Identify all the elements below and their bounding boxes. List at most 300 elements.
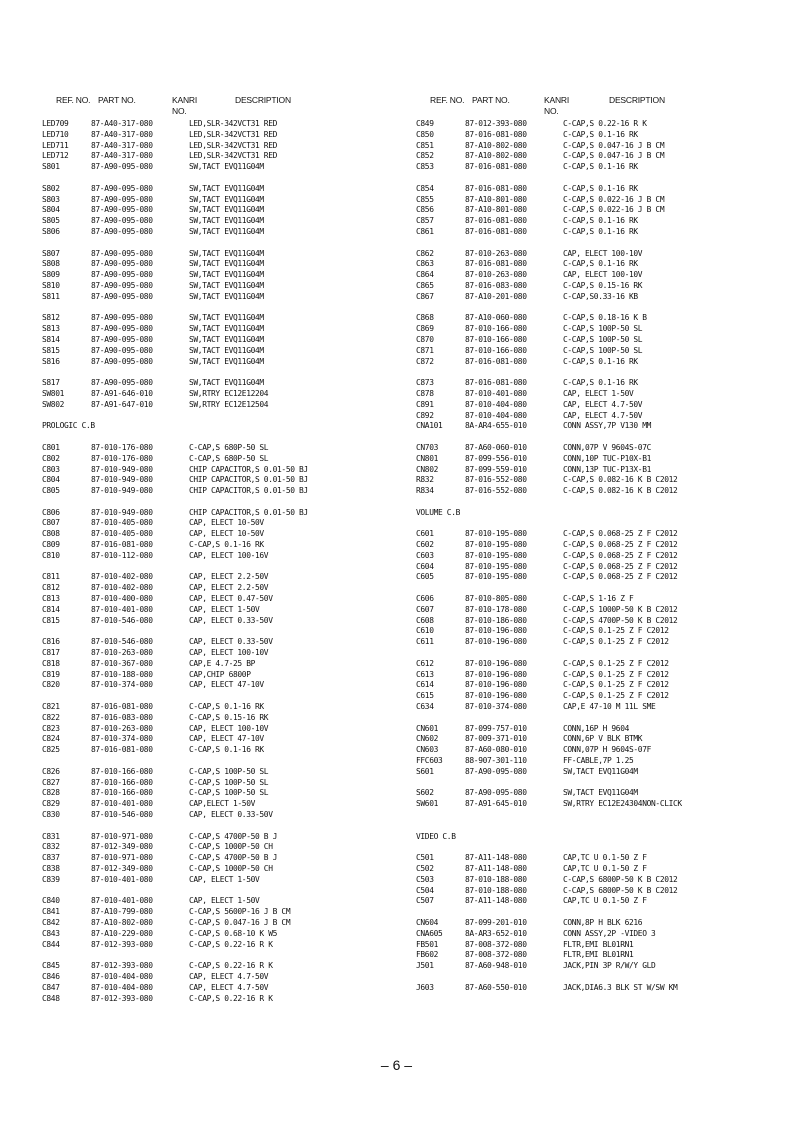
part-row bbox=[42, 184, 392, 195]
part-no-cell: 87-010-401-080 bbox=[91, 874, 153, 884]
description-cell: CAP, ELECT 0.33-50V bbox=[189, 615, 273, 625]
spacer-row bbox=[416, 432, 786, 443]
part-no-cell: 87-A91-647-010 bbox=[91, 399, 153, 409]
section-heading bbox=[42, 421, 392, 432]
spacer-row bbox=[416, 497, 786, 508]
description-cell: JACK,DIA6.3 BLK ST W/SW KM bbox=[563, 982, 678, 992]
description-cell: C-CAP,S 100P-50 SL bbox=[189, 766, 269, 776]
part-row bbox=[416, 465, 786, 476]
ref-no-cell: S805 bbox=[42, 216, 60, 226]
part-no-cell: 87-010-401-080 bbox=[91, 799, 153, 809]
description-cell: C-CAP,S 4700P-50 K B C2012 bbox=[563, 615, 678, 625]
ref-no-cell: CN602 bbox=[416, 734, 439, 744]
description-cell: FLTR,EMI BL01RN1 bbox=[563, 950, 634, 960]
description-cell: SW,RTRY EC12E24304NON-CLICK bbox=[563, 799, 682, 809]
description-cell: C-CAP,S 0.1-16 RK bbox=[563, 216, 638, 226]
description-cell: C-CAP,S 1000P-50 CH bbox=[189, 842, 273, 852]
ref-no-cell: C815 bbox=[42, 615, 60, 625]
part-no-cell: 87-010-404-080 bbox=[91, 971, 153, 981]
part-row bbox=[416, 162, 786, 173]
ref-no-cell: C607 bbox=[416, 604, 434, 614]
part-row bbox=[42, 162, 392, 173]
part-row bbox=[416, 864, 786, 875]
part-row bbox=[42, 486, 392, 497]
description-cell: C-CAP,S 0.068-25 Z F C2012 bbox=[563, 561, 678, 571]
description-cell: CAP, ELECT 4.7-50V bbox=[563, 399, 643, 409]
spacer-row bbox=[416, 713, 786, 724]
description-cell: CAP, ELECT 47-10V bbox=[189, 734, 264, 744]
part-no-cell: 87-010-971-080 bbox=[91, 831, 153, 841]
ref-no-cell: C503 bbox=[416, 874, 434, 884]
description-cell: CONN ASSY,2P -VIDEO 3 bbox=[563, 928, 656, 938]
ref-no-cell: C861 bbox=[416, 226, 434, 236]
part-row bbox=[42, 864, 392, 875]
description-cell: SW,TACT EVQ11G04M bbox=[189, 313, 264, 323]
part-row bbox=[416, 227, 786, 238]
part-no-cell: 87-010-374-080 bbox=[465, 702, 527, 712]
spacer-row bbox=[416, 972, 786, 983]
spacer-row bbox=[416, 907, 786, 918]
part-row bbox=[42, 907, 392, 918]
ref-no-cell: SW601 bbox=[416, 799, 439, 809]
ref-no-cell: R834 bbox=[416, 486, 434, 496]
part-row bbox=[42, 357, 392, 368]
description-cell: C-CAP,S 6800P-50 K B C2012 bbox=[563, 885, 678, 895]
part-row bbox=[42, 508, 392, 519]
part-no-cell: 87-009-371-010 bbox=[465, 734, 527, 744]
part-row bbox=[416, 324, 786, 335]
part-row bbox=[416, 940, 786, 951]
ref-no-cell: C822 bbox=[42, 712, 60, 722]
ref-no-cell: C824 bbox=[42, 734, 60, 744]
part-row bbox=[416, 205, 786, 216]
description-cell: CAP, ELECT 100-10V bbox=[189, 723, 269, 733]
part-row bbox=[42, 443, 392, 454]
ref-no-cell: C844 bbox=[42, 939, 60, 949]
spacer-row bbox=[416, 518, 786, 529]
part-no-cell: 87-010-401-080 bbox=[91, 604, 153, 614]
ref-no-cell: C847 bbox=[42, 982, 60, 992]
part-no-cell: 87-010-166-080 bbox=[91, 777, 153, 787]
ref-no-cell: C851 bbox=[416, 140, 434, 150]
ref-no-cell: C601 bbox=[416, 529, 434, 539]
part-no-cell: 87-010-949-080 bbox=[91, 475, 153, 485]
part-row bbox=[416, 400, 786, 411]
part-no-cell: 87-010-195-080 bbox=[465, 529, 527, 539]
part-row bbox=[416, 572, 786, 583]
part-row bbox=[416, 788, 786, 799]
ref-no-cell: C611 bbox=[416, 637, 434, 647]
ref-no-cell: C610 bbox=[416, 626, 434, 636]
description-cell: CONN,10P TUC-P10X-B1 bbox=[563, 453, 652, 463]
right-parts-table bbox=[416, 119, 786, 994]
part-no-header: PART NO. bbox=[98, 95, 136, 105]
ref-no-cell: C812 bbox=[42, 583, 60, 593]
description-cell: CAP,CHIP 6800P bbox=[189, 669, 251, 679]
part-row bbox=[416, 918, 786, 929]
part-no-cell: 87-010-949-080 bbox=[91, 507, 153, 517]
ref-no-cell: C614 bbox=[416, 680, 434, 690]
part-row bbox=[42, 151, 392, 162]
part-no-cell: 87-010-195-080 bbox=[465, 572, 527, 582]
description-cell: SW,TACT EVQ11G04M bbox=[189, 259, 264, 269]
part-row bbox=[416, 216, 786, 227]
part-row bbox=[416, 411, 786, 422]
ref-no-cell: SW802 bbox=[42, 399, 65, 409]
part-row bbox=[416, 313, 786, 324]
part-no-cell: 87-A90-095-080 bbox=[91, 345, 153, 355]
part-no-cell: 87-099-201-010 bbox=[465, 917, 527, 927]
left-column bbox=[42, 95, 392, 1004]
part-no-cell: 87-010-196-080 bbox=[465, 669, 527, 679]
description-cell: CHIP CAPACITOR,S 0.01-50 BJ bbox=[189, 486, 308, 496]
ref-no-cell: S601 bbox=[416, 766, 434, 776]
part-no-cell: 87-010-404-080 bbox=[91, 982, 153, 992]
part-row bbox=[416, 562, 786, 573]
part-no-cell: 87-010-166-080 bbox=[465, 345, 527, 355]
part-no-cell: 87-A90-095-080 bbox=[91, 162, 153, 172]
ref-no-cell: LED712 bbox=[42, 151, 69, 161]
part-no-cell: 87-010-196-080 bbox=[465, 637, 527, 647]
part-no-cell: 87-A90-095-080 bbox=[91, 259, 153, 269]
description-cell: C-CAP,S 0.047-16 J B CM bbox=[189, 917, 291, 927]
part-no-cell: 87-099-757-010 bbox=[465, 723, 527, 733]
spacer-row bbox=[42, 432, 392, 443]
part-no-cell: 87-A10-802-080 bbox=[465, 151, 527, 161]
description-cell: C-CAP,S 0.22-16 R K bbox=[189, 961, 273, 971]
part-no-cell: 87-010-176-080 bbox=[91, 442, 153, 452]
ref-no-cell: C857 bbox=[416, 216, 434, 226]
ref-no-cell: S803 bbox=[42, 194, 60, 204]
description-cell: C-CAP,S 100P-50 SL bbox=[189, 777, 269, 787]
part-no-cell: 87-A11-148-080 bbox=[465, 863, 527, 873]
ref-no-cell: SW801 bbox=[42, 388, 65, 398]
part-row bbox=[416, 281, 786, 292]
part-row bbox=[416, 454, 786, 465]
ref-no-cell: C828 bbox=[42, 788, 60, 798]
part-row bbox=[416, 195, 786, 206]
part-no-cell: 87-010-196-080 bbox=[465, 680, 527, 690]
part-row bbox=[42, 713, 392, 724]
description-cell: C-CAP,S 0.1-25 Z F C2012 bbox=[563, 626, 669, 636]
ref-no-cell: C606 bbox=[416, 594, 434, 604]
ref-no-cell: C817 bbox=[42, 648, 60, 658]
description-cell: C-CAP,S 0.1-16 RK bbox=[189, 702, 264, 712]
part-row bbox=[416, 475, 786, 486]
part-no-cell: 87-010-404-080 bbox=[465, 410, 527, 420]
part-row bbox=[416, 799, 786, 810]
page-number: – 6 – bbox=[380, 1057, 413, 1073]
description-cell: SW,TACT EVQ11G04M bbox=[189, 345, 264, 355]
description-cell: JACK,PIN 3P R/W/Y GLD bbox=[563, 961, 656, 971]
part-row bbox=[416, 745, 786, 756]
ref-no-cell: C806 bbox=[42, 507, 60, 517]
part-row bbox=[42, 875, 392, 886]
ref-no-cell: C501 bbox=[416, 853, 434, 863]
part-row bbox=[42, 324, 392, 335]
left-parts-table bbox=[42, 119, 392, 1004]
spacer-row bbox=[416, 303, 786, 314]
ref-no-cell: C816 bbox=[42, 637, 60, 647]
spacer-row bbox=[42, 562, 392, 573]
part-no-cell: 87-010-546-080 bbox=[91, 615, 153, 625]
description-cell: CAP, ELECT 1-50V bbox=[189, 896, 260, 906]
part-row bbox=[42, 616, 392, 627]
part-row bbox=[42, 141, 392, 152]
part-row bbox=[416, 691, 786, 702]
ref-no-cell: S810 bbox=[42, 280, 60, 290]
part-row bbox=[42, 454, 392, 465]
part-row bbox=[416, 659, 786, 670]
part-row bbox=[416, 346, 786, 357]
part-row bbox=[416, 626, 786, 637]
part-no-cell: 87-A90-095-080 bbox=[91, 183, 153, 193]
description-cell: SW,TACT EVQ11G04M bbox=[189, 291, 264, 301]
part-row bbox=[42, 778, 392, 789]
description-cell: C-CAP,S 680P-50 SL bbox=[189, 442, 269, 452]
kanri-header: KANRI bbox=[172, 95, 197, 105]
part-no-cell: 87-016-552-080 bbox=[465, 475, 527, 485]
ref-no-cell: S813 bbox=[42, 324, 60, 334]
ref-no-cell: CNA101 bbox=[416, 421, 443, 431]
part-row bbox=[42, 702, 392, 713]
description-cell: CAP, ELECT 0.33-50V bbox=[189, 637, 273, 647]
part-row bbox=[416, 335, 786, 346]
ref-no-cell: C850 bbox=[416, 129, 434, 139]
ref-no-cell: S809 bbox=[42, 270, 60, 280]
part-no-cell: 87-A60-948-010 bbox=[465, 961, 527, 971]
part-row bbox=[416, 961, 786, 972]
spacer-row bbox=[42, 173, 392, 184]
part-row bbox=[42, 518, 392, 529]
ref-no-cell: C832 bbox=[42, 842, 60, 852]
part-no-cell: 87-010-405-080 bbox=[91, 529, 153, 539]
ref-no-cell: C801 bbox=[42, 442, 60, 452]
part-no-cell: 87-A90-095-080 bbox=[91, 313, 153, 323]
part-no-cell: 87-099-559-010 bbox=[465, 464, 527, 474]
spacer-row bbox=[42, 756, 392, 767]
description-cell: C-CAP,S 100P-50 SL bbox=[563, 334, 643, 344]
description-cell: CHIP CAPACITOR,S 0.01-50 BJ bbox=[189, 475, 308, 485]
ref-no-cell: CN601 bbox=[416, 723, 439, 733]
description-cell: C-CAP,S 0.022-16 J B CM bbox=[563, 205, 665, 215]
part-row bbox=[416, 551, 786, 562]
part-no-cell: 87-A90-095-080 bbox=[91, 270, 153, 280]
part-row bbox=[42, 810, 392, 821]
description-cell: CAP,E 47-10 M 11L SME bbox=[563, 702, 656, 712]
part-row bbox=[42, 259, 392, 270]
description-cell: SW,TACT EVQ11G04M bbox=[189, 205, 264, 215]
part-row bbox=[42, 389, 392, 400]
part-no-cell: 87-099-556-010 bbox=[465, 453, 527, 463]
part-row bbox=[42, 346, 392, 357]
ref-no-cell: C848 bbox=[42, 993, 60, 1003]
description-cell: C-CAP,S 4700P-50 B J bbox=[189, 831, 278, 841]
description-cell: C-CAP,S 0.1-16 RK bbox=[563, 378, 638, 388]
ref-no-cell: C863 bbox=[416, 259, 434, 269]
part-no-cell: 87-016-081-080 bbox=[465, 356, 527, 366]
part-no-cell: 87-010-188-080 bbox=[465, 885, 527, 895]
part-no-cell: 87-012-393-080 bbox=[91, 993, 153, 1003]
ref-no-cell: C862 bbox=[416, 248, 434, 258]
part-no-cell: 87-A10-802-080 bbox=[91, 917, 153, 927]
description-cell: SW,TACT EVQ11G04M bbox=[563, 766, 638, 776]
part-no-cell: 87-A40-317-080 bbox=[91, 151, 153, 161]
part-no-cell: 87-016-081-080 bbox=[465, 129, 527, 139]
ref-no-cell: C837 bbox=[42, 853, 60, 863]
kanri-header: KANRI bbox=[544, 95, 569, 105]
part-no-cell: 87-010-405-080 bbox=[91, 518, 153, 528]
part-row bbox=[416, 929, 786, 940]
description-cell: C-CAP,S 0.68-10 K W5 bbox=[189, 928, 278, 938]
description-cell: SW,TACT EVQ11G04M bbox=[189, 226, 264, 236]
ref-no-cell: C802 bbox=[42, 453, 60, 463]
part-no-cell: 87-A90-095-080 bbox=[465, 766, 527, 776]
description-cell: CAP, ELECT 2.2-50V bbox=[189, 583, 269, 593]
part-row bbox=[416, 605, 786, 616]
ref-no-cell: C854 bbox=[416, 183, 434, 193]
part-no-cell: 87-016-083-080 bbox=[465, 280, 527, 290]
ref-no-cell: S817 bbox=[42, 378, 60, 388]
part-no-cell: 87-016-081-080 bbox=[465, 226, 527, 236]
spacer-row bbox=[42, 691, 392, 702]
description-cell: CONN,8P H BLK 6216 bbox=[563, 917, 643, 927]
description-cell: C-CAP,S 0.082-16 K B C2012 bbox=[563, 486, 678, 496]
ref-no-cell: C842 bbox=[42, 917, 60, 927]
ref-no-cell: S602 bbox=[416, 788, 434, 798]
ref-no-cell: S816 bbox=[42, 356, 60, 366]
description-cell: CAP, ELECT 2.2-50V bbox=[189, 572, 269, 582]
spacer-row bbox=[416, 810, 786, 821]
part-row bbox=[42, 281, 392, 292]
description-cell: SW,TACT EVQ11G04M bbox=[189, 324, 264, 334]
ref-no-cell: C602 bbox=[416, 540, 434, 550]
part-no-cell: 87-A10-799-080 bbox=[91, 907, 153, 917]
description-cell: CAP,E 4.7-25 BP bbox=[189, 658, 256, 668]
description-cell: C-CAP,S 0.022-16 J B CM bbox=[563, 194, 665, 204]
part-row bbox=[42, 680, 392, 691]
part-row bbox=[42, 832, 392, 843]
part-no-cell: 87-A10-060-080 bbox=[465, 313, 527, 323]
spacer-row bbox=[42, 886, 392, 897]
part-no-cell: 87-010-402-080 bbox=[91, 572, 153, 582]
part-no-cell: 87-016-081-080 bbox=[465, 378, 527, 388]
part-no-cell: 87-016-081-080 bbox=[465, 216, 527, 226]
part-no-cell: 87-010-367-080 bbox=[91, 658, 153, 668]
description-cell: C-CAP,S 0.082-16 K B C2012 bbox=[563, 475, 678, 485]
part-row bbox=[42, 896, 392, 907]
part-row bbox=[42, 745, 392, 756]
part-no-cell: 87-010-186-080 bbox=[465, 615, 527, 625]
ref-no-cell: C843 bbox=[42, 928, 60, 938]
part-no-cell: 87-A60-550-010 bbox=[465, 982, 527, 992]
ref-no-cell: S811 bbox=[42, 291, 60, 301]
description-cell: SW,TACT EVQ11G04M bbox=[189, 183, 264, 193]
description-cell: CAP, ELECT 100-10V bbox=[189, 648, 269, 658]
ref-no-cell: C612 bbox=[416, 658, 434, 668]
ref-no-cell: C845 bbox=[42, 961, 60, 971]
ref-no-cell: C839 bbox=[42, 874, 60, 884]
part-no-cell: 87-010-176-080 bbox=[91, 453, 153, 463]
part-no-cell: 87-010-401-080 bbox=[465, 388, 527, 398]
description-cell: CHIP CAPACITOR,S 0.01-50 BJ bbox=[189, 464, 308, 474]
ref-no-cell: C830 bbox=[42, 810, 60, 819]
part-row bbox=[42, 918, 392, 929]
description-cell: C-CAP,S 0.15-16 RK bbox=[189, 712, 269, 722]
description-cell: LED,SLR-342VCT31 RED bbox=[189, 140, 278, 150]
spacer-row bbox=[42, 626, 392, 637]
description-cell: C-CAP,S 0.068-25 Z F C2012 bbox=[563, 529, 678, 539]
description-header: DESCRIPTION bbox=[609, 95, 665, 105]
ref-no-cell: C871 bbox=[416, 345, 434, 355]
description-cell: C-CAP,S 0.047-16 J B CM bbox=[563, 140, 665, 150]
ref-no-cell: C827 bbox=[42, 777, 60, 787]
description-cell: SW,TACT EVQ11G04M bbox=[563, 788, 638, 798]
part-row bbox=[42, 249, 392, 260]
part-no-cell: 87-A90-095-080 bbox=[91, 356, 153, 366]
ref-no-cell: CN604 bbox=[416, 917, 439, 927]
description-cell: LED,SLR-342VCT31 RED bbox=[189, 129, 278, 139]
part-no-cell: 87-010-263-080 bbox=[465, 248, 527, 258]
part-no-cell: 87-A90-095-080 bbox=[91, 334, 153, 344]
description-cell: C-CAP,S 0.1-16 RK bbox=[563, 129, 638, 139]
part-no-cell: 87-010-196-080 bbox=[465, 658, 527, 668]
description-cell: FLTR,EMI BL01RN1 bbox=[563, 939, 634, 949]
part-row bbox=[416, 702, 786, 713]
spacer-row bbox=[416, 778, 786, 789]
ref-no-cell: C838 bbox=[42, 863, 60, 873]
part-no-cell: 87-A91-645-010 bbox=[465, 799, 527, 809]
part-row bbox=[42, 594, 392, 605]
ref-no-cell: C873 bbox=[416, 378, 434, 388]
description-cell: CONN ASSY,7P V130 MM bbox=[563, 421, 652, 431]
part-row bbox=[42, 572, 392, 583]
ref-no-cell: S814 bbox=[42, 334, 60, 344]
ref-no-cell: C805 bbox=[42, 486, 60, 496]
description-header: DESCRIPTION bbox=[235, 95, 291, 105]
spacer-row bbox=[42, 950, 392, 961]
description-cell: C-CAP,S 0.1-25 Z F C2012 bbox=[563, 669, 669, 679]
part-no-cell: 87-010-949-080 bbox=[91, 464, 153, 474]
ref-no-cell: C810 bbox=[42, 550, 60, 560]
ref-no-cell: LED710 bbox=[42, 129, 69, 139]
part-no-cell: 87-012-393-080 bbox=[91, 961, 153, 971]
description-cell: SW,TACT EVQ11G04M bbox=[189, 356, 264, 366]
description-cell: C-CAP,S 4700P-50 B J bbox=[189, 853, 278, 863]
part-row bbox=[416, 486, 786, 497]
description-cell: CAP, ELECT 1-50V bbox=[563, 388, 634, 398]
part-row bbox=[416, 670, 786, 681]
part-row bbox=[42, 842, 392, 853]
part-row bbox=[416, 680, 786, 691]
ref-no-cell: C867 bbox=[416, 291, 434, 301]
description-cell: CAP, ELECT 47-10V bbox=[189, 680, 264, 690]
description-cell: CONN,6P V BLK BTMK bbox=[563, 734, 643, 744]
ref-no-cell: J501 bbox=[416, 961, 434, 971]
part-row bbox=[416, 756, 786, 767]
part-no-cell: 87-012-349-080 bbox=[91, 842, 153, 852]
ref-no-cell: C868 bbox=[416, 313, 434, 323]
section-title: VOLUME C.B bbox=[416, 507, 461, 517]
ref-no-header: REF. NO. bbox=[430, 95, 465, 105]
part-row bbox=[42, 378, 392, 389]
part-no-cell: 87-A40-317-080 bbox=[91, 119, 153, 128]
description-cell: CAP,TC U 0.1-50 Z F bbox=[563, 853, 647, 863]
part-row bbox=[42, 788, 392, 799]
ref-no-cell: C813 bbox=[42, 594, 60, 604]
part-row bbox=[42, 637, 392, 648]
part-no-cell: 87-010-195-080 bbox=[465, 540, 527, 550]
